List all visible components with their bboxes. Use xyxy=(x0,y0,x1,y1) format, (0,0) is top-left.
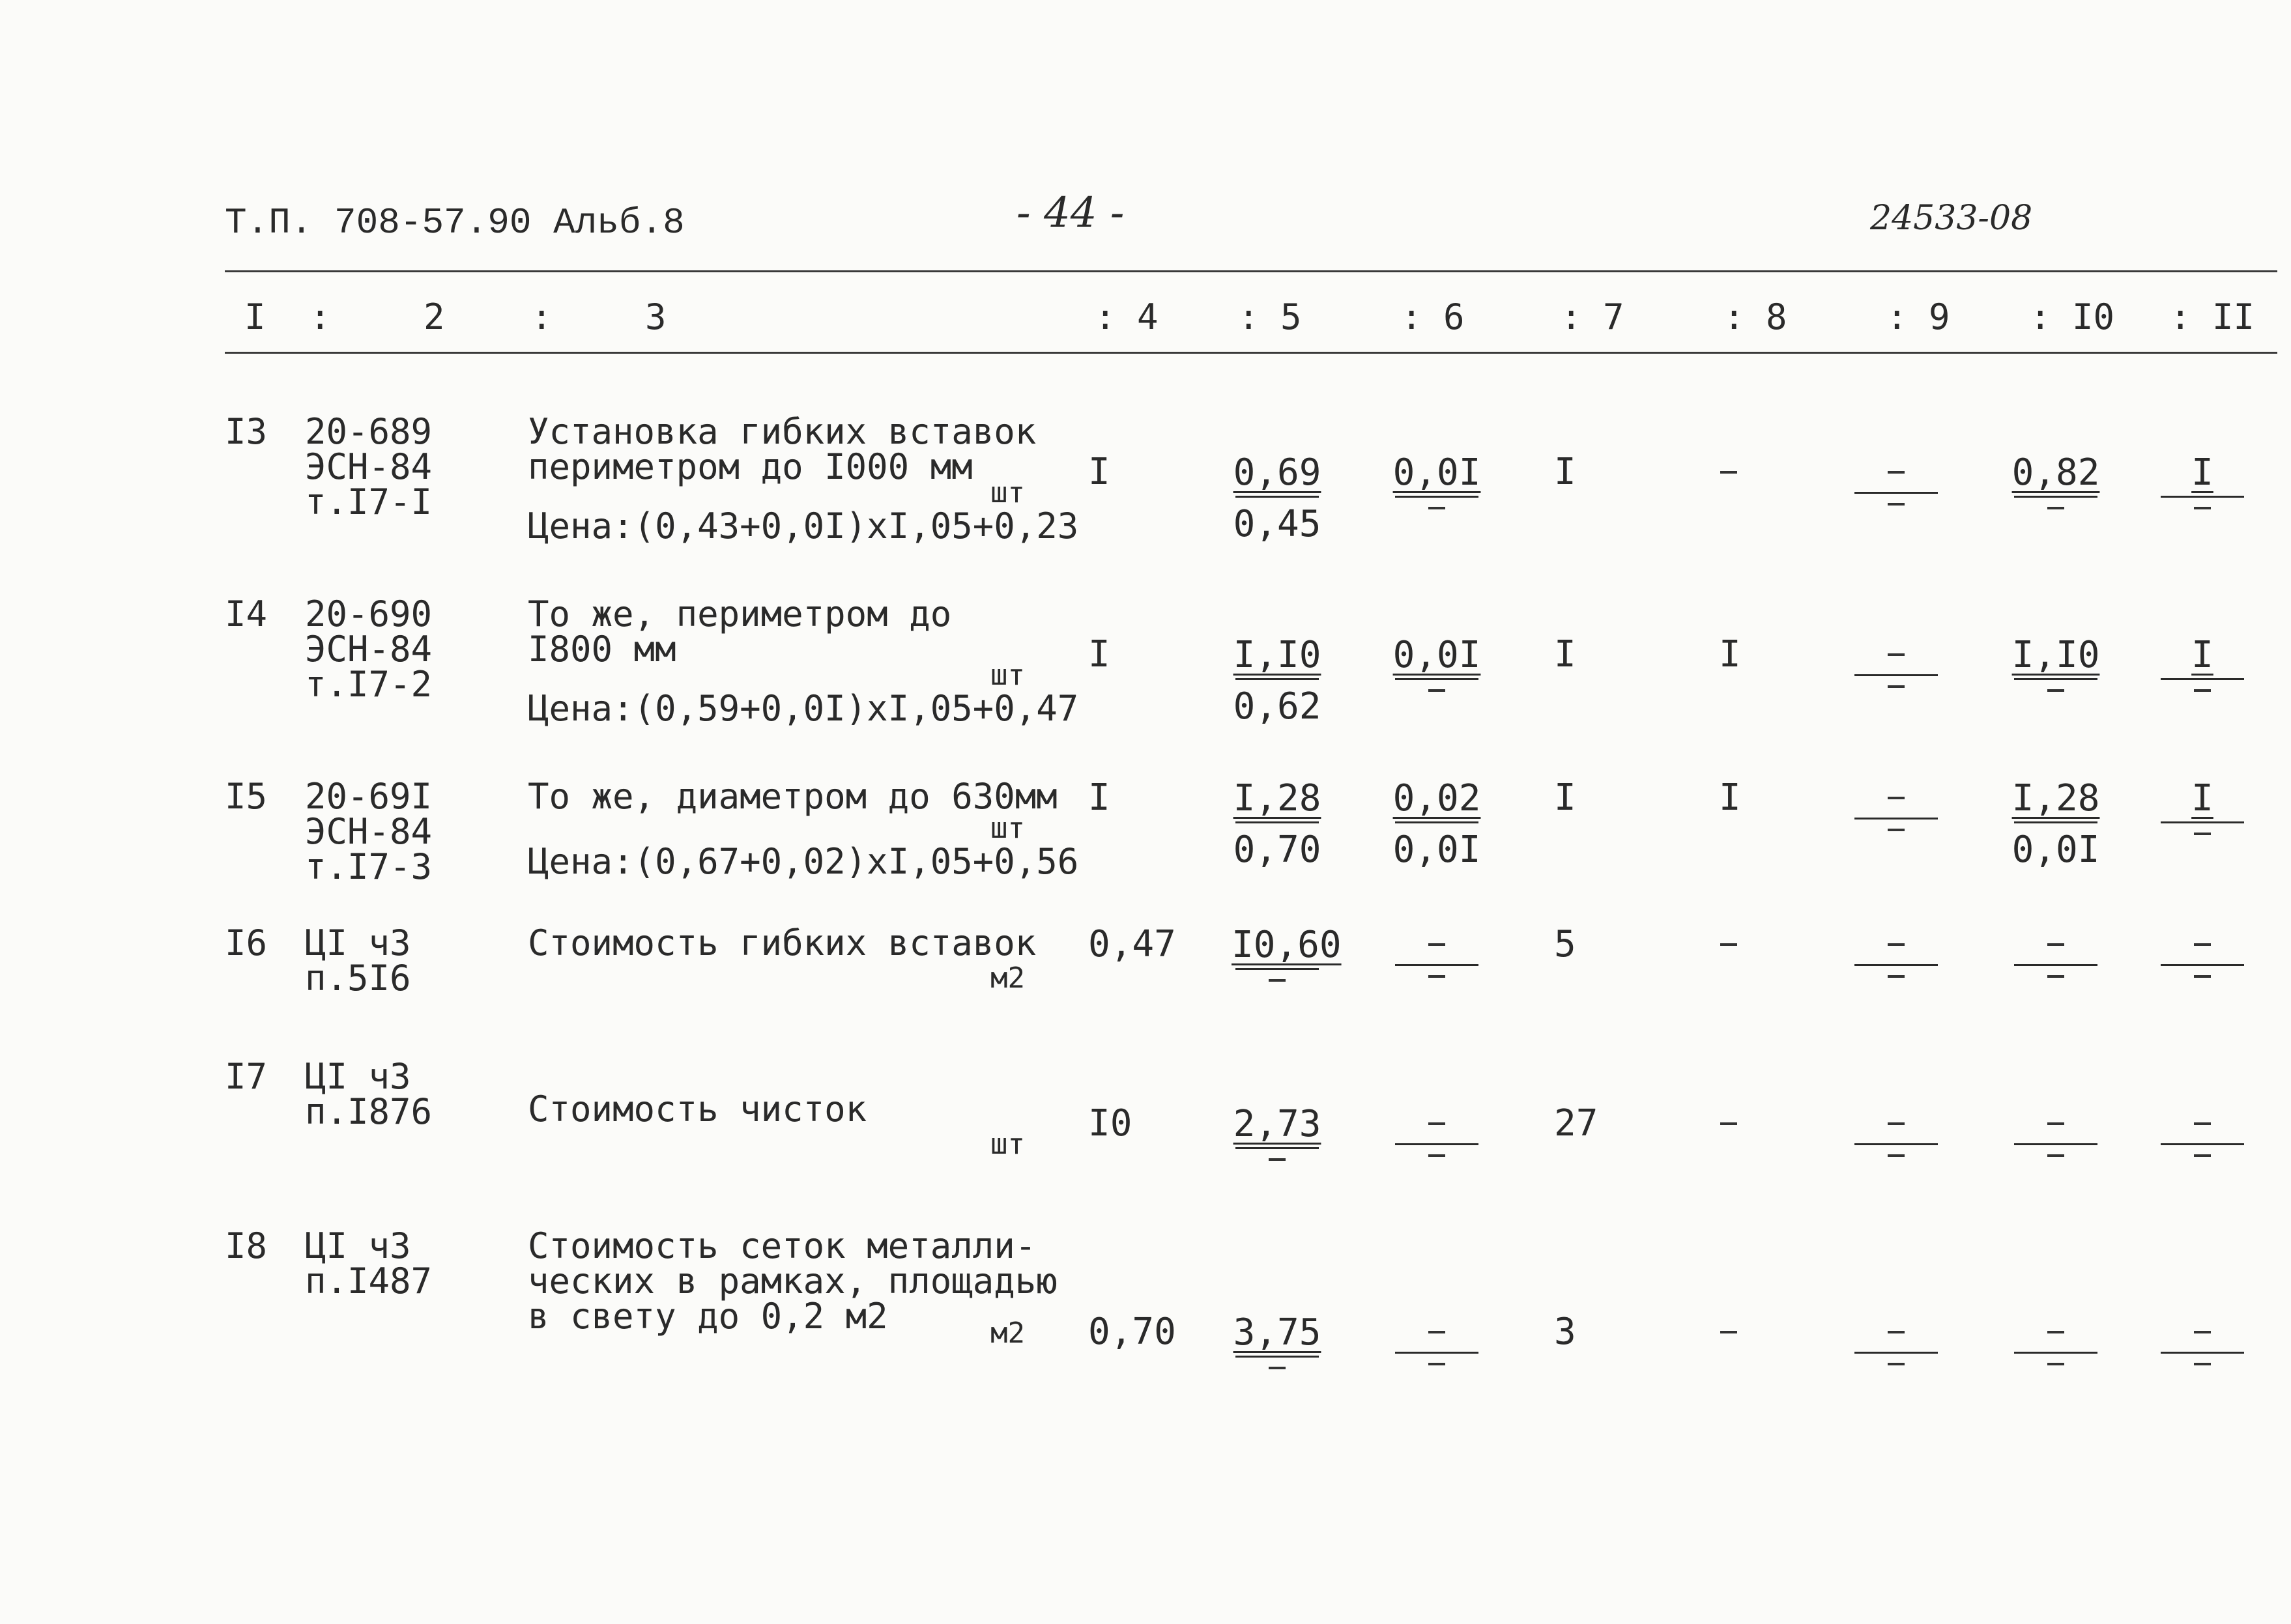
unit-cost-bottom-dash xyxy=(1269,979,1286,982)
work-description: То же, периметром до xyxy=(528,593,952,634)
header-top-rule xyxy=(225,270,2277,272)
work-description: Установка гибких вставок xyxy=(528,411,1037,452)
wage-cost xyxy=(1391,1104,1482,1175)
column-10-value xyxy=(2010,925,2101,996)
column-10-value-bottom-dash xyxy=(2047,1363,2064,1365)
column-9-value-fraction-bar xyxy=(1854,964,1938,966)
rate-code: п.5I6 xyxy=(305,958,411,999)
column-9-value-bottom-dash xyxy=(1888,1154,1905,1157)
column-10-value-fraction-bar xyxy=(2014,964,2097,966)
column-9-value xyxy=(1851,635,1942,706)
column-10-value xyxy=(2010,1104,2101,1175)
unit-cost-fraction-bar xyxy=(1235,821,1319,823)
column-11-value-fraction-bar xyxy=(2161,1352,2244,1354)
column-8-dash xyxy=(1720,471,1737,474)
quantity: I xyxy=(1088,633,1110,676)
column-separator: : xyxy=(310,296,331,337)
column-10-value-top-dash xyxy=(2047,943,2064,946)
column-7-value: 5 xyxy=(1554,923,1576,965)
rate-code: ЦI ч3 xyxy=(305,922,411,963)
column-11-value xyxy=(2157,1104,2248,1175)
column-11-value-fraction-bar xyxy=(2161,1143,2244,1145)
column-9-value-top-dash xyxy=(1888,1122,1905,1125)
wage-cost-fraction-bar xyxy=(1395,496,1478,498)
column-header-6: : 6 xyxy=(1401,296,1465,337)
column-10-value-bottom-dash xyxy=(2047,1154,2064,1157)
rate-code: т.I7-3 xyxy=(305,846,433,887)
unit-cost-top: I0,60 xyxy=(1232,924,1342,966)
measure-unit: шт xyxy=(990,1128,1025,1161)
wage-cost-bottom-dash xyxy=(1428,689,1445,692)
rate-code: 20-689 xyxy=(305,411,433,452)
column-11-value xyxy=(2157,778,2248,853)
row-number: I8 xyxy=(225,1225,268,1266)
wage-cost-top-dash xyxy=(1428,1122,1445,1125)
work-description: периметром до I000 мм xyxy=(528,446,973,487)
column-10-value-fraction-bar xyxy=(2014,821,2097,823)
measure-unit: м2 xyxy=(990,1317,1025,1350)
column-header-8: : 8 xyxy=(1723,296,1787,337)
column-9-value xyxy=(1851,1313,1942,1384)
column-10-value-top-dash xyxy=(2047,1122,2064,1125)
wage-cost-bottom: 0,0I xyxy=(1392,829,1481,871)
unit-cost-bottom: 0,62 xyxy=(1233,685,1321,728)
quantity: 0,70 xyxy=(1088,1311,1176,1353)
column-9-value xyxy=(1851,778,1942,849)
row-number: I4 xyxy=(225,593,268,634)
rate-code: ЭСН-84 xyxy=(305,811,433,852)
column-11-value-top: I xyxy=(2191,777,2213,819)
column-9-value-top-dash xyxy=(1888,471,1905,474)
column-11-value-bottom-dash xyxy=(2194,507,2211,509)
unit-cost xyxy=(1232,1313,1323,1388)
column-9-value-fraction-bar xyxy=(1854,1143,1938,1145)
column-10-value-top: 0,82 xyxy=(2011,451,2100,494)
column-9-value-fraction-bar xyxy=(1854,1352,1938,1354)
column-9-value-top-dash xyxy=(1888,653,1905,656)
measure-unit: шт xyxy=(990,812,1025,845)
row-number: I3 xyxy=(225,411,268,452)
column-9-value-top-dash xyxy=(1888,797,1905,799)
column-header-1: I xyxy=(244,296,266,337)
unit-cost-bottom: 0,45 xyxy=(1233,503,1321,545)
column-11-value-top: I xyxy=(2191,634,2213,676)
column-10-value-bottom-dash xyxy=(2047,689,2064,692)
header-bottom-rule xyxy=(225,352,2277,354)
work-description: То же, диаметром до 630мм xyxy=(528,776,1058,817)
measure-unit: шт xyxy=(990,659,1025,692)
column-10-value xyxy=(2010,778,2101,870)
wage-cost-fraction-bar xyxy=(1395,1352,1478,1354)
column-9-value-fraction-bar xyxy=(1854,818,1938,819)
wage-cost-fraction-bar xyxy=(1395,1143,1478,1145)
column-8-dash xyxy=(1720,1122,1737,1125)
document-number: 24533-08 xyxy=(1870,199,2033,238)
row-number: I5 xyxy=(225,776,268,817)
quantity: I xyxy=(1088,451,1110,493)
unit-cost-top: 3,75 xyxy=(1233,1311,1321,1354)
measure-unit: м2 xyxy=(990,962,1025,995)
work-description: I800 мм xyxy=(528,629,676,670)
unit-cost-top: I,28 xyxy=(1233,777,1321,819)
column-11-value-bottom-dash xyxy=(2194,1154,2211,1157)
column-9-value-bottom-dash xyxy=(1888,975,1905,978)
column-9-value-top-dash xyxy=(1888,1331,1905,1333)
unit-cost-fraction-bar xyxy=(1235,496,1319,498)
column-10-value-top: I,28 xyxy=(2011,777,2100,819)
column-10-value-bottom-dash xyxy=(2047,975,2064,978)
column-header-4: : 4 xyxy=(1095,296,1159,337)
unit-cost xyxy=(1232,778,1323,870)
wage-cost-top-dash xyxy=(1428,943,1445,946)
wage-cost-fraction-bar xyxy=(1395,678,1478,680)
column-11-value-bottom-dash xyxy=(2194,689,2211,692)
column-10-value xyxy=(2010,635,2101,710)
column-11-value-fraction-bar xyxy=(2161,964,2244,966)
unit-cost-bottom-dash xyxy=(1269,1367,1286,1369)
column-10-value-bottom-dash xyxy=(2047,507,2064,509)
wage-cost-top: 0,02 xyxy=(1392,777,1481,819)
measure-unit: шт xyxy=(990,476,1025,509)
column-header-9: : 9 xyxy=(1886,296,1950,337)
column-11-value xyxy=(2157,925,2248,996)
column-9-value xyxy=(1851,925,1942,996)
column-9-value xyxy=(1851,453,1942,524)
column-9-value-bottom-dash xyxy=(1888,503,1905,506)
column-8-value: I xyxy=(1719,633,1741,676)
unit-cost-top: 0,69 xyxy=(1233,451,1321,494)
unit-cost-fraction-bar xyxy=(1235,678,1319,680)
rate-code: ЭСН-84 xyxy=(305,446,433,487)
column-header-7: : 7 xyxy=(1561,296,1624,337)
column-header-10: : I0 xyxy=(2030,296,2115,337)
column-8-dash xyxy=(1720,1331,1737,1333)
column-11-value xyxy=(2157,635,2248,710)
column-11-value-top: I xyxy=(2191,451,2213,494)
column-7-value: I xyxy=(1554,451,1576,493)
unit-cost xyxy=(1232,635,1323,727)
column-11-value xyxy=(2157,453,2248,528)
column-10-value-top-dash xyxy=(2047,1331,2064,1333)
column-7-value: I xyxy=(1554,776,1576,819)
column-11-value-top-dash xyxy=(2194,1122,2211,1125)
work-description: в свету до 0,2 м2 xyxy=(528,1296,888,1337)
column-9-value-bottom-dash xyxy=(1888,1363,1905,1365)
column-header-3: 3 xyxy=(645,296,667,337)
unit-cost-fraction-bar xyxy=(1235,968,1319,970)
document-reference: Т.П. 708-57.90 Альб.8 xyxy=(225,202,685,244)
wage-cost xyxy=(1391,453,1482,528)
wage-cost-top: 0,0I xyxy=(1392,451,1481,494)
column-7-value: I xyxy=(1554,633,1576,676)
column-10-value-bottom: 0,0I xyxy=(2011,829,2100,871)
column-11-value-top-dash xyxy=(2194,1331,2211,1333)
unit-cost-fraction-bar xyxy=(1235,1147,1319,1149)
rate-code: т.I7-2 xyxy=(305,664,433,705)
rate-code: ЦI ч3 xyxy=(305,1225,411,1266)
column-11-value-top-dash xyxy=(2194,943,2211,946)
column-10-value-fraction-bar xyxy=(2014,1143,2097,1145)
rate-code: 20-690 xyxy=(305,593,433,634)
unit-cost xyxy=(1232,1104,1323,1179)
wage-cost-bottom-dash xyxy=(1428,975,1445,978)
rate-code: 20-69I xyxy=(305,776,433,817)
wage-cost-fraction-bar xyxy=(1395,821,1478,823)
column-9-value xyxy=(1851,1104,1942,1175)
wage-cost xyxy=(1391,635,1482,710)
column-11-value-bottom-dash xyxy=(2194,975,2211,978)
price-formula: Цена:(0,43+0,0I)хI,05+0,23 xyxy=(528,506,1079,547)
column-8-value: I xyxy=(1719,776,1741,819)
price-formula: Цена:(0,67+0,02)хI,05+0,56 xyxy=(528,841,1079,882)
column-11-value-bottom-dash xyxy=(2194,833,2211,835)
wage-cost-bottom-dash xyxy=(1428,1154,1445,1157)
column-7-value: 3 xyxy=(1554,1311,1576,1353)
work-description: Стоимость гибких вставок xyxy=(528,922,1037,963)
wage-cost xyxy=(1391,925,1482,996)
column-10-value xyxy=(2010,453,2101,528)
work-description: Стоимость чисток xyxy=(528,1089,867,1130)
column-10-value-fraction-bar xyxy=(2014,496,2097,498)
column-header-11: : II xyxy=(2170,296,2255,337)
column-9-value-bottom-dash xyxy=(1888,829,1905,831)
unit-cost-fraction-bar xyxy=(1235,1356,1319,1358)
work-description: ческих в рамках, площадью xyxy=(528,1261,1058,1302)
row-number: I6 xyxy=(225,922,268,963)
wage-cost xyxy=(1391,1313,1482,1384)
column-7-value: 27 xyxy=(1554,1102,1598,1145)
wage-cost-top-dash xyxy=(1428,1331,1445,1333)
wage-cost-fraction-bar xyxy=(1395,964,1478,966)
column-header-5: : 5 xyxy=(1238,296,1302,337)
quantity: I0 xyxy=(1088,1102,1132,1145)
column-11-value-bottom-dash xyxy=(2194,1363,2211,1365)
column-10-value xyxy=(2010,1313,2101,1384)
column-10-value-fraction-bar xyxy=(2014,678,2097,680)
price-formula: Цена:(0,59+0,0I)хI,05+0,47 xyxy=(528,688,1079,729)
page-number: - 44 - xyxy=(1016,189,1125,237)
quantity: I xyxy=(1088,776,1110,819)
rate-code: п.I487 xyxy=(305,1261,433,1302)
unit-cost-bottom: 0,70 xyxy=(1233,829,1321,871)
rate-code: п.I876 xyxy=(305,1091,433,1132)
column-11-value-fraction-bar xyxy=(2161,821,2244,823)
quantity: 0,47 xyxy=(1088,923,1176,965)
unit-cost-top: 2,73 xyxy=(1233,1103,1321,1145)
column-11-value-fraction-bar xyxy=(2161,496,2244,498)
wage-cost xyxy=(1391,778,1482,870)
wage-cost-bottom-dash xyxy=(1428,507,1445,509)
column-9-value-bottom-dash xyxy=(1888,685,1905,688)
column-header-2: 2 xyxy=(424,296,445,337)
column-10-value-top: I,I0 xyxy=(2011,634,2100,676)
column-9-value-fraction-bar xyxy=(1854,492,1938,494)
column-11-value-fraction-bar xyxy=(2161,678,2244,680)
column-9-value-fraction-bar xyxy=(1854,674,1938,676)
column-11-value xyxy=(2157,1313,2248,1384)
unit-cost xyxy=(1232,453,1323,545)
wage-cost-top: 0,0I xyxy=(1392,634,1481,676)
column-9-value-top-dash xyxy=(1888,943,1905,946)
unit-cost-bottom-dash xyxy=(1269,1158,1286,1161)
column-separator: : xyxy=(531,296,553,337)
wage-cost-bottom-dash xyxy=(1428,1363,1445,1365)
rate-code: ЭСН-84 xyxy=(305,629,433,670)
work-description: Стоимость сеток металли- xyxy=(528,1225,1037,1266)
unit-cost xyxy=(1232,924,1342,1000)
rate-code: ЦI ч3 xyxy=(305,1056,411,1097)
column-10-value-fraction-bar xyxy=(2014,1352,2097,1354)
unit-cost-top: I,I0 xyxy=(1233,634,1321,676)
rate-code: т.I7-I xyxy=(305,481,433,522)
column-8-dash xyxy=(1720,943,1737,946)
row-number: I7 xyxy=(225,1056,268,1097)
